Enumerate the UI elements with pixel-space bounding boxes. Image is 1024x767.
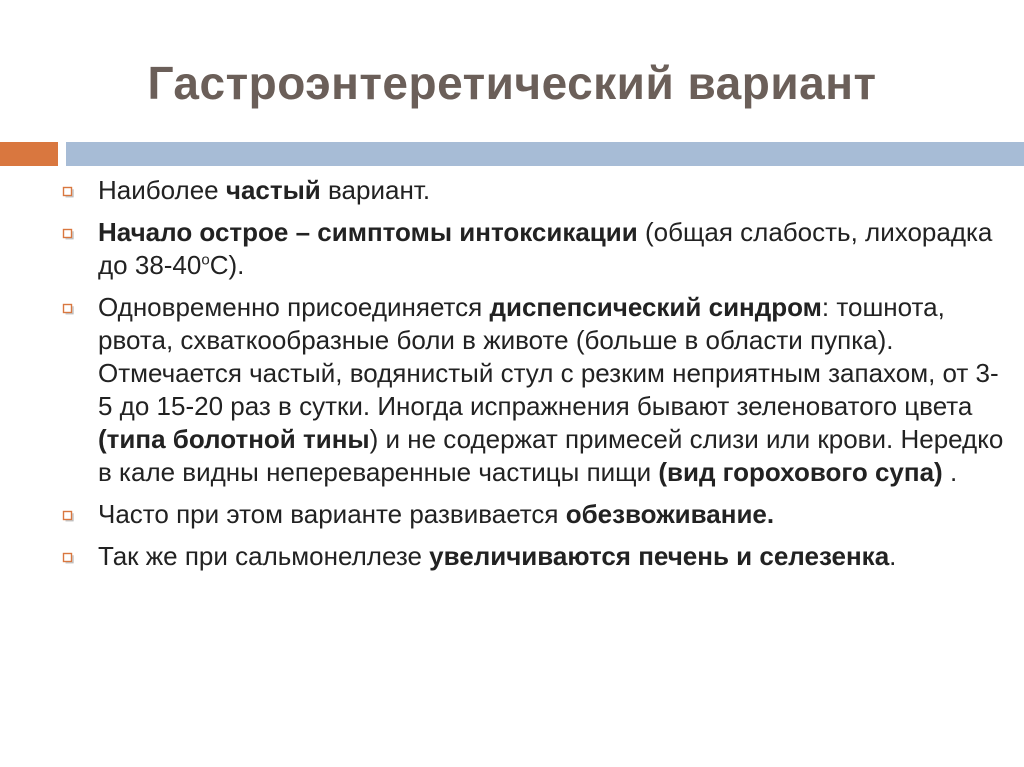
item-text-bold: диспепсический синдром xyxy=(489,292,822,322)
item-text: . xyxy=(889,541,897,571)
item-text: Наиболее xyxy=(98,175,226,205)
list-item xyxy=(60,174,1010,207)
hollow-square-bullet-icon xyxy=(62,228,74,240)
list-item xyxy=(60,540,1010,573)
list-item xyxy=(60,216,1010,282)
hollow-square-bullet-icon xyxy=(62,186,74,198)
list-item xyxy=(60,291,1010,489)
accent-bar-orange xyxy=(0,142,58,166)
accent-bar-blue xyxy=(66,142,1024,166)
item-text-bold: Начало острое – симптомы интоксикации xyxy=(98,217,638,247)
item-text-bold: (вид горохового супа) xyxy=(658,457,943,487)
item-text: ) и не содержат примесей слизи или крови. Нередко в кале видны непереваренные частицы пищи xyxy=(98,424,1004,487)
list-item xyxy=(60,498,1010,531)
item-text: Часто при этом варианте развивается xyxy=(98,499,566,529)
slide-title: Гастроэнтеретический вариант xyxy=(147,57,877,109)
item-text: . xyxy=(942,457,958,487)
item-text-bold: частый xyxy=(225,175,321,205)
item-text-bold: обезвоживание. xyxy=(565,499,775,529)
hollow-square-bullet-icon xyxy=(62,552,74,564)
item-text: Одновременно присоединяется xyxy=(98,292,490,322)
item-text: вариант. xyxy=(320,175,431,205)
bullet-list xyxy=(60,174,1010,582)
hollow-square-bullet-icon xyxy=(62,510,74,522)
item-text: : тошнота, рвота, схваткообразные боли в животе (больше в области пупка). Отмечается частый, водянистый стул с резким неприятным запахом, от 3-5 до 15-20 раз в сутки. Иногда испражнения бывают зеленоватого цвета xyxy=(98,292,999,421)
item-text: С). xyxy=(209,250,245,280)
degree-superscript: о xyxy=(201,251,210,269)
item-text: (общая слабость, лихорадка до 38-40 xyxy=(98,217,993,280)
item-text-bold: увеличиваются печень и селезенка xyxy=(429,541,890,571)
hollow-square-bullet-icon xyxy=(62,303,74,315)
item-text: Так же при сальмонеллезе xyxy=(98,541,430,571)
item-text-bold: (типа болотной тины xyxy=(98,424,370,454)
